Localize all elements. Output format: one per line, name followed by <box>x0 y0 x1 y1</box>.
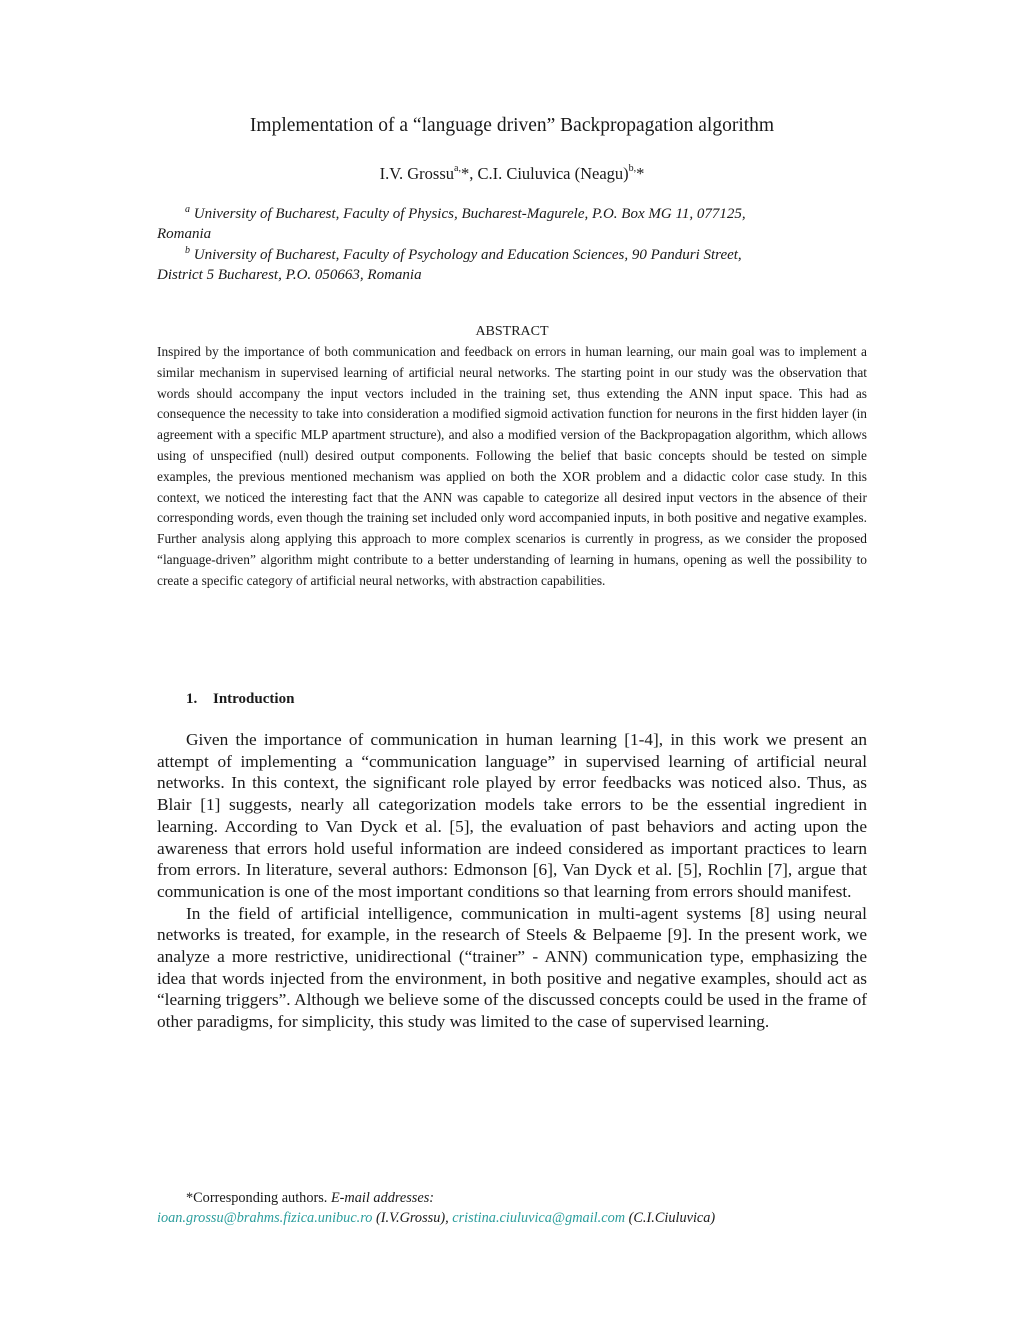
section-heading <box>186 688 294 710</box>
introduction-paragraph-1: Given the importance of communication in human learning [1-4], in this work we present an attempt of implementing a “communication language” in supervised learning of artificial neural networks. In this context, the significant role played by error feedbacks was noticed also. Thus, as Blair [1] suggests, nearly all categorization models take errors to be the essential ingredient in learning. According to Van Dyck et al. [5], the evaluation of past behaviors and acting upon the awareness that errors hold useful information are indeed considered as important practices to learn from errors. In literature, several authors: Edmonson [6], Van Dyck et al. [5], Rochlin [7], argue that communication is one of the most important conditions so that learning from errors should manifest. <box>157 730 867 901</box>
author-2-affiliation-mark: b, <box>628 163 637 174</box>
footnote-email-label: E-mail addresses: <box>330 1190 435 1206</box>
email-link-grossu[interactable]: ioan.grossu@brahms.fizica.unibuc.ro <box>157 1210 373 1226</box>
affiliation-b <box>157 245 869 285</box>
author-1-corresponding-mark: * <box>460 164 470 183</box>
introduction-paragraph-2: In the field of artificial intelligence, communication in multi-agent systems [8] using neural networks is treated, for example, in the research of Steels & Belpaeme [9]. In the present work, we analyze a more restrictive, unidirectional (“trainer” - ANN) communication type, emphasizing the idea that words injected from the environment, in both positive and negative examples, should act as “learning triggers”. Although we believe some of the discussed concepts could be used in the frame of other paradigms, for simplicity, this study was limited to the case of supervised learning. <box>157 903 867 1032</box>
affiliation-b-line-2: District 5 Bucharest, P.O. 050663, Romania <box>157 267 422 283</box>
abstract-heading: ABSTRACT <box>475 324 549 339</box>
affiliation-b-line-1: University of Bucharest, Faculty of Psychology and Education Sciences, 90 Panduri Street, <box>193 247 742 263</box>
author-1-name: I.V. Grossu <box>379 164 454 183</box>
author-separator: , <box>469 164 478 183</box>
paper-title: Implementation of a “language driven” Backpropagation algorithm <box>249 115 775 136</box>
author-1-affiliation-mark: a, <box>454 163 461 174</box>
email-link-ciuluvica[interactable]: cristina.ciuluvica@gmail.com <box>452 1210 626 1226</box>
abstract-body: Inspired by the importance of both communication and feedback on errors in human learning, our main goal was to implement a similar mechanism in supervised learning of artificial neural networks. The starting point in our study was the observation that words should accompany the input vectors included in the training set, thus extending the ANN input space. This had as consequence the necessity to take into consideration a modified sigmoid activation function for neurons in the first hidden layer (in agreement with a specific MLP apartment structure), and also a modified version of the Backpropagation algorithm, which allows using of unspecified (null) desired output components. Following the belief that basic concepts should be tested on simple examples, the previous mentioned mechanism was applied on both the XOR problem and a didactic color case study. In this context, we noticed the interesting fact that the ANN was capable to categorize all desired input vectors in the absence of their corresponding words, even though the training set included only word accompanied inputs, in both positive and negative examples. Further analysis along applying this approach to more complex scenarios is currently in progress, as we consider the proposed “language-driven” algorithm might contribute to a better understanding of learning in humans, opening as well the possibility to create a specific category of artificial neural networks, with abstraction capabilities. <box>157 344 867 588</box>
introduction-body <box>157 729 867 1033</box>
footnote-name-ciuluvica: (C.I.Ciuluvica) <box>625 1210 716 1226</box>
affiliation-a-line-1: University of Bucharest, Faculty of Physics, Bucharest-Magurele, P.O. Box MG 11, 077125, <box>193 206 746 222</box>
affiliation-a <box>157 204 869 244</box>
footnote-label: *Corresponding authors. <box>186 1190 331 1206</box>
footnote-name-grossu: (I.V.Grossu), <box>372 1210 453 1226</box>
affiliation-a-line-2: Romania <box>157 226 212 242</box>
corresponding-authors-footnote <box>157 1188 877 1228</box>
author-line <box>0 162 1024 186</box>
affiliation-b-mark: b <box>185 245 190 256</box>
author-2-corresponding-mark: * <box>636 164 645 183</box>
affiliation-a-mark: a <box>185 204 190 215</box>
section-title: Introduction <box>213 691 295 707</box>
section-number: 1. <box>186 691 198 707</box>
author-2-name: C.I. Ciuluvica (Neagu) <box>477 164 629 183</box>
